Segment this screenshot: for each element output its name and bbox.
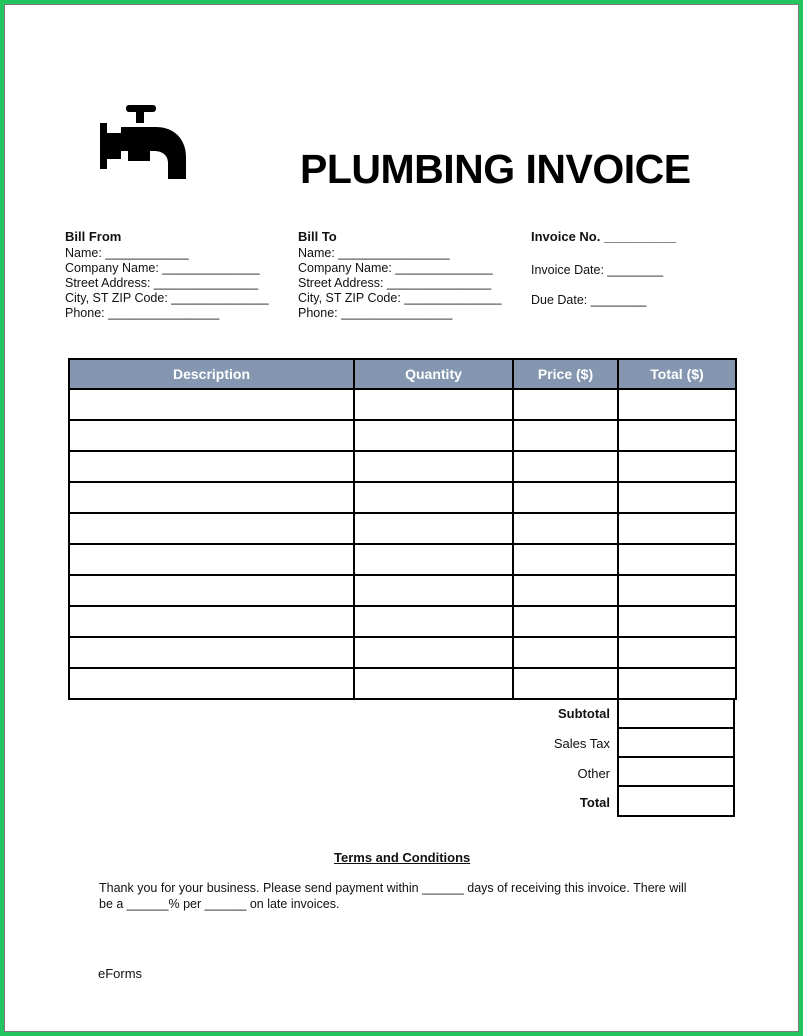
table-row [69, 513, 736, 544]
description-cell[interactable] [69, 389, 354, 420]
total-cell[interactable] [618, 420, 736, 451]
price-cell[interactable] [513, 482, 618, 513]
table-row [69, 420, 736, 451]
total-cell[interactable] [618, 389, 736, 420]
total-cell[interactable] [618, 513, 736, 544]
other-cell[interactable] [617, 756, 735, 787]
other-label: Other [577, 766, 610, 781]
invoice-date-field[interactable]: Invoice Date: ________ [531, 263, 664, 277]
price-cell[interactable] [513, 513, 618, 544]
quantity-cell[interactable] [354, 668, 513, 699]
terms-text: Thank you for your business. Please send payment within ______ days of receiving this invoice. There will be a ______% per ______ on late invoices. [99, 881, 687, 911]
bill-to-company-field[interactable]: Company Name: ______________ [298, 261, 493, 275]
bill-to-name-field[interactable]: Name: ________________ [298, 246, 450, 260]
table-row [69, 544, 736, 575]
price-cell[interactable] [513, 451, 618, 482]
quantity-header: Quantity [354, 359, 513, 389]
faucet-icon [98, 103, 188, 181]
description-cell[interactable] [69, 575, 354, 606]
bill-from-heading: Bill From [65, 229, 122, 244]
total-cell[interactable] [618, 482, 736, 513]
description-cell[interactable] [69, 513, 354, 544]
bill-from-phone-field[interactable]: Phone: ________________ [65, 306, 220, 320]
bill-to-block [298, 229, 502, 321]
description-cell[interactable] [69, 420, 354, 451]
quantity-cell[interactable] [354, 420, 513, 451]
table-header-row [69, 359, 736, 389]
subtotal-cell[interactable] [617, 698, 735, 729]
table-row [69, 482, 736, 513]
price-header: Price ($) [513, 359, 618, 389]
bill-from-company-field[interactable]: Company Name: ______________ [65, 261, 260, 275]
total-cell[interactable] [618, 606, 736, 637]
table-row [69, 606, 736, 637]
invoice-number-field[interactable]: Invoice No. __________ [531, 229, 677, 244]
description-cell[interactable] [69, 637, 354, 668]
bill-from-street-field[interactable]: Street Address: _______________ [65, 276, 259, 290]
total-cell[interactable] [618, 575, 736, 606]
description-cell[interactable] [69, 544, 354, 575]
quantity-cell[interactable] [354, 575, 513, 606]
table-row [69, 389, 736, 420]
bill-to-heading: Bill To [298, 229, 337, 244]
bill-from-block [65, 229, 269, 321]
invoice-meta-block [531, 229, 731, 319]
price-cell[interactable] [513, 637, 618, 668]
total-cell[interactable] [617, 785, 735, 817]
price-cell[interactable] [513, 544, 618, 575]
total-cell[interactable] [618, 451, 736, 482]
price-cell[interactable] [513, 606, 618, 637]
description-cell[interactable] [69, 482, 354, 513]
quantity-cell[interactable] [354, 606, 513, 637]
quantity-cell[interactable] [354, 482, 513, 513]
total-cell[interactable] [618, 637, 736, 668]
footer-brand: eForms [98, 966, 143, 981]
bill-from-name-field[interactable]: Name: ____________ [65, 246, 189, 260]
price-cell[interactable] [513, 389, 618, 420]
price-cell[interactable] [513, 575, 618, 606]
description-cell[interactable] [69, 451, 354, 482]
total-cell[interactable] [618, 668, 736, 699]
invoice-title: PLUMBING INVOICE [300, 146, 691, 192]
quantity-cell[interactable] [354, 389, 513, 420]
quantity-cell[interactable] [354, 637, 513, 668]
price-cell[interactable] [513, 420, 618, 451]
quantity-cell[interactable] [354, 544, 513, 575]
line-items-table [68, 358, 737, 700]
description-header: Description [69, 359, 354, 389]
bill-from-city-field[interactable]: City, ST ZIP Code: ______________ [65, 291, 269, 305]
due-date-field[interactable]: Due Date: ________ [531, 293, 647, 307]
table-row [69, 668, 736, 699]
total-cell[interactable] [618, 544, 736, 575]
bill-to-street-field[interactable]: Street Address: _______________ [298, 276, 492, 290]
quantity-cell[interactable] [354, 451, 513, 482]
bill-to-city-field[interactable]: City, ST ZIP Code: ______________ [298, 291, 502, 305]
sales-tax-cell[interactable] [617, 727, 735, 758]
bill-to-phone-field[interactable]: Phone: ________________ [298, 306, 453, 320]
total-label: Total [579, 795, 610, 810]
price-cell[interactable] [513, 668, 618, 699]
table-row [69, 451, 736, 482]
table-row [69, 575, 736, 606]
quantity-cell[interactable] [354, 513, 513, 544]
total-header: Total ($) [618, 359, 736, 389]
subtotal-label: Subtotal [558, 706, 610, 721]
terms-heading: Terms and Conditions [334, 850, 471, 865]
description-cell[interactable] [69, 668, 354, 699]
table-row [69, 637, 736, 668]
description-cell[interactable] [69, 606, 354, 637]
sales-tax-label: Sales Tax [553, 736, 610, 751]
